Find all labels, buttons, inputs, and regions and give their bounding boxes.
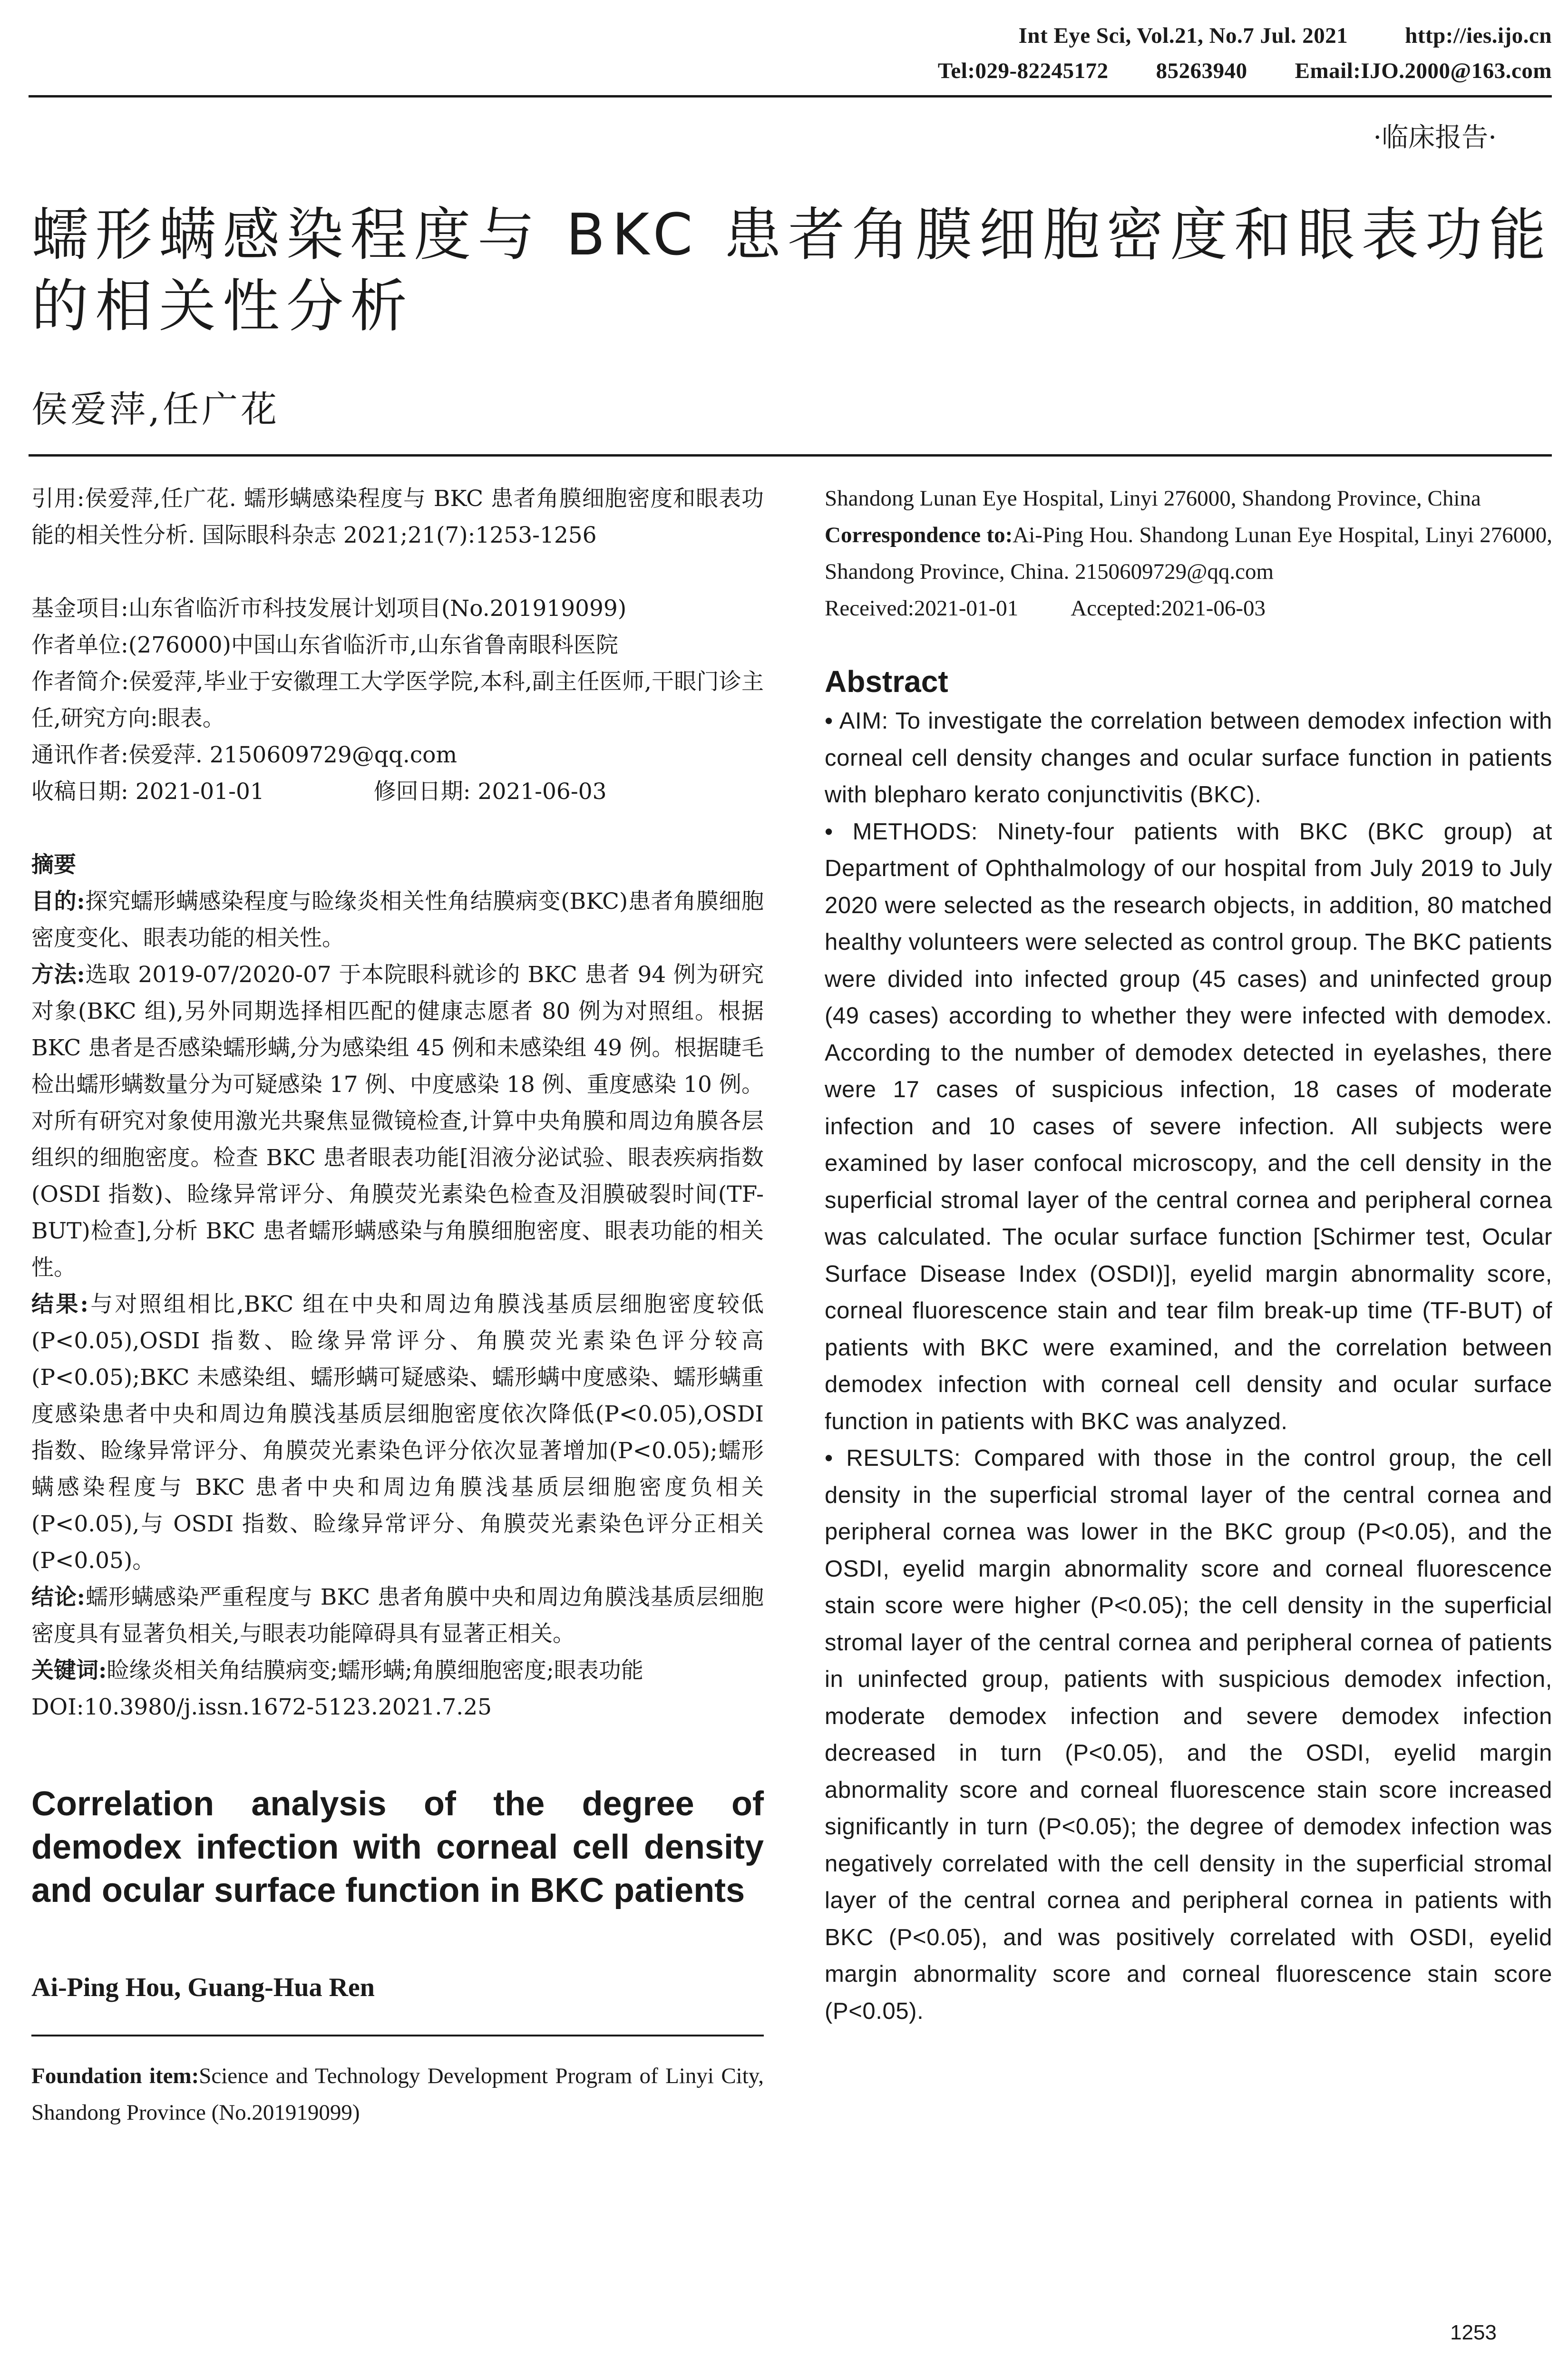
- methods-cn-text: 选取 2019-07/2020-07 于本院眼科就诊的 BKC 患者 94 例为研究对象(BKC 组),另外同期选择相匹配的健康志愿者 80 例为对照组。根据 BKC 患者是否感染蠕形螨,分为感染组 45 例和未感染组 49 例。根据睫毛检出蠕形螨数量分为可疑感染 17 例、中度感染 18 例、重度感染 10 例。对所有研究对象使用激光共聚焦显微镜检查,计算中央角膜和周边角膜各层组织的细胞密度。检查 BKC 患者眼表功能[泪液分泌试验、眼表疾病指数(OSDI 指数)、睑缘异常评分、角膜荧光素染色检查及泪膜破裂时间(TF-BUT)检查],分析 BKC 患者蠕形螨感染与角膜细胞密度、眼表功能的相关性。: [31, 962, 764, 1281]
- results-cn: [31, 1286, 764, 1579]
- conclusion-cn-label: 结论:: [31, 1584, 85, 1610]
- journal-header-line-1: [1019, 23, 1552, 49]
- journal-tel-2: 85263940: [1156, 58, 1247, 83]
- journal-email: Email:IJO.2000@163.com: [1295, 58, 1552, 83]
- foundation-text: Science and Technology Development Program of Linyi City, Shandong Province (No.201919099): [31, 2064, 764, 2125]
- journal-citation: Int Eye Sci, Vol.21, No.7 Jul. 2021: [1018, 23, 1348, 48]
- abstract-cn-heading: 摘要: [31, 852, 76, 878]
- dates-en: [825, 590, 1552, 627]
- methods-cn-label: 方法:: [31, 962, 85, 988]
- methods-en: • METHODS: Ninety-four patients with BKC (BKC group) at Department of Ophthalmology of our hospital from July 2019 to July 2020 were selected as the research objects, in addition, 80 matched healthy volunteers were selected as control group. The BKC patients were divided into infected group (45 cases) and uninfected group (49 cases) according to whether they were infected with demodex. According to the number of demodex detected in eyelashes, there were 17 cases of suspicious infection, 18 cases of moderate infection and 10 cases of severe infection. All subjects were examined by laser confocal microscopy, and the cell density in the superficial stromal layer of the central cornea and peripheral cornea was calculated. The ocular surface function [Schirmer test, Ocular Surface Disease Index (OSDI)], eyelid margin abnormality score, corneal fluorescence stain and tear film break-up time (TF-BUT) of patients with BKC were examined, and the correlation between demodex infection with corneal cell density and ocular surface function in patients with BKC was analyzed.: [825, 818, 1552, 1434]
- correspondence-text: Ai-Ping Hou. Shandong Lunan Eye Hospital, Linyi 276000, Shandong Province, China. 2150609729@qq.com: [825, 523, 1552, 584]
- journal-header-line-2: [938, 58, 1552, 84]
- aim-cn-label: 目的:: [31, 888, 85, 915]
- results-cn-text: 与对照组相比,BKC 组在中央和周边角膜浅基质层细胞密度较低(P<0.05),OSDI 指数、睑缘异常评分、角膜荧光素染色评分较高(P<0.05);BKC 未感染组、蠕形螨可疑感染、蠕形螨中度感染、蠕形螨重度感染患者中央和周边角膜浅基质层细胞密度依次降低(P<0.05),OSDI 指数、睑缘异常评分、角膜荧光素染色评分依次显著增加(P<0.05);蠕形螨感染程度与 BKC 患者中央和周边角膜浅基质层细胞密度负相关(P<0.05),与 OSDI 指数、睑缘异常评分、角膜荧光素染色评分正相关(P<0.05)。: [31, 1291, 764, 1574]
- methods-cn: [31, 956, 764, 1286]
- accepted-en: Accepted:2021-06-03: [1071, 596, 1266, 621]
- abstract-en-heading: Abstract: [825, 664, 948, 699]
- doi: DOI:10.3980/j.issn.1672-5123.2021.7.25: [31, 1694, 492, 1720]
- foundation-label: Foundation item:: [31, 2064, 199, 2088]
- section-tag: ·临床报告·: [1373, 122, 1497, 153]
- bio-cn: 作者简介:侯爱萍,毕业于安徽理工大学医学院,本科,副主任医师,干眼门诊主任,研究方向:眼表。: [31, 669, 764, 731]
- citation: 引用:侯爱萍,任广花. 蠕形螨感染程度与 BKC 患者角膜细胞密度和眼表功能的相关性分析. 国际眼科杂志 2021;21(7):1253-1256: [31, 486, 764, 548]
- keywords-cn: [31, 1652, 764, 1689]
- received-cn: 收稿日期: 2021-01-01: [31, 779, 264, 805]
- correspondence-en: [825, 517, 1552, 590]
- keywords-cn-label: 关键词:: [31, 1657, 107, 1684]
- corr-cn: 通讯作者:侯爱萍. 2150609729@qq.com: [31, 742, 458, 768]
- authors-cn: 侯爱萍,任广花: [31, 388, 280, 430]
- page-number: 1253: [1450, 2321, 1497, 2344]
- dates-cn: [31, 773, 764, 810]
- conclusion-cn: [31, 1579, 764, 1652]
- left-column: [31, 480, 764, 2131]
- unit-cn: 作者单位:(276000)中国山东省临沂市,山东省鲁南眼科医院: [31, 632, 618, 658]
- journal-url: http://ies.ijo.cn: [1405, 23, 1552, 48]
- aim-cn-text: 探究蠕形螨感染程度与睑缘炎相关性角结膜病变(BKC)患者角膜细胞密度变化、眼表功能的相关性。: [31, 888, 764, 951]
- article-title-cn: 蠕形螨感染程度与 BKC 患者角膜细胞密度和眼表功能的相关性分析: [31, 202, 1553, 340]
- aim-cn: [31, 883, 764, 956]
- article-title-en: Correlation analysis of the degree of demodex infection with corneal cell density and ocular surface function in BKC patients: [31, 1785, 764, 1909]
- authors-rule: [31, 2035, 764, 2036]
- aim-en: • AIM: To investigate the correlation between demodex infection with corneal cell density changes and ocular surface function in patients with blepharo kerato conjunctivitis (BKC).: [825, 708, 1552, 808]
- results-cn-label: 结果:: [31, 1291, 88, 1317]
- title-rule: [29, 454, 1552, 457]
- results-en: • RESULTS: Compared with those in the control group, the cell density in the superficial stromal layer of the central cornea and peripheral cornea was lower in the BKC group (P<0.05), and the OSDI, eyelid margin abnormality score and corneal fluorescence stain score were higher (P<0.05); the cell density in the superficial stromal layer of the central cornea and peripheral cornea of patients in uninfected group, patients with suspicious demodex infection, moderate demodex infection and severe demodex infection decreased in turn (P<0.05), and the OSDI, eyelid margin abnormality score and corneal fluorescence stain score increased significantly in turn (P<0.05); the degree of demodex infection was negatively correlated with the cell density in the superficial stromal layer of the central cornea and peripheral cornea in patients with BKC (P<0.05), and was positively correlated with OSDI, eyelid margin abnormality score and corneal fluorescence stain score (P<0.05).: [825, 1445, 1552, 2024]
- right-column: [825, 480, 1552, 2030]
- journal-tel: Tel:029-82245172: [937, 58, 1109, 83]
- affiliation-en: Shandong Lunan Eye Hospital, Linyi 276000, Shandong Province, China: [825, 486, 1481, 511]
- keywords-cn-text: 睑缘炎相关角结膜病变;蠕形螨;角膜细胞密度;眼表功能: [107, 1657, 643, 1684]
- conclusion-cn-text: 蠕形螨感染严重程度与 BKC 患者角膜中央和周边角膜浅基质层细胞密度具有显著负相关,与眼表功能障碍具有显著正相关。: [31, 1584, 764, 1647]
- received-en: Received:2021-01-01: [825, 596, 1019, 621]
- header-rule: [29, 95, 1552, 97]
- foundation: [31, 2058, 764, 2131]
- fund-cn: 基金项目:山东省临沂市科技发展计划项目(No.201919099): [31, 595, 627, 622]
- revised-cn: 修回日期: 2021-06-03: [373, 779, 607, 805]
- authors-en: Ai-Ping Hou, Guang-Hua Ren: [31, 1973, 375, 2002]
- correspondence-label: Correspondence to:: [825, 523, 1013, 547]
